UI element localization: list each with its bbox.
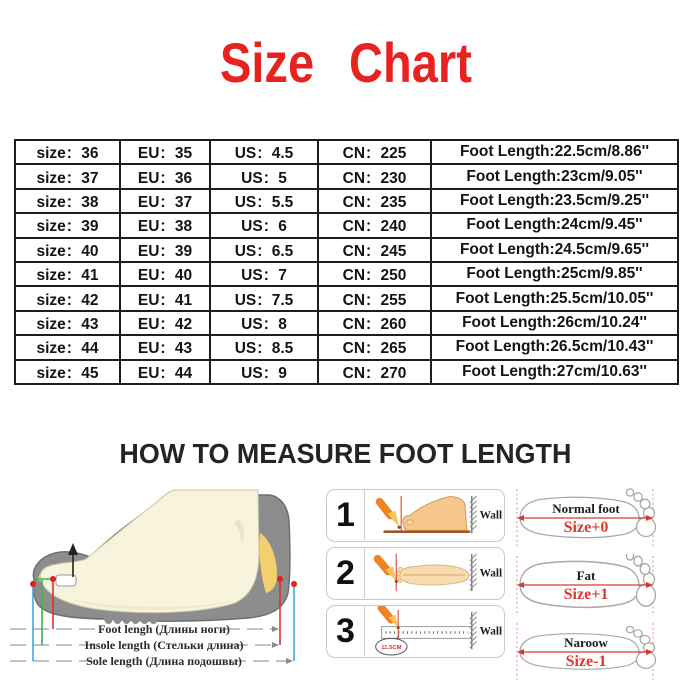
- table-cell: CN：265: [318, 335, 431, 359]
- toe-bump: [398, 579, 402, 583]
- table-cell: Foot Length:26cm/10.24'': [431, 311, 678, 335]
- table-cell: US：6: [210, 213, 318, 237]
- table-cell: Foot Length:23cm/9.05'': [431, 164, 678, 188]
- insole-length-label: Insole length (Стельки длина): [84, 638, 244, 652]
- page-title: Size Chart: [219, 31, 472, 94]
- ruler-badge-label: 11.5CM: [381, 645, 402, 652]
- table-cell: size：39: [15, 213, 120, 237]
- up-arrow-head: [68, 543, 78, 555]
- measure-dot: [291, 581, 297, 587]
- table-row: [15, 164, 678, 188]
- table-cell: EU：36: [120, 164, 210, 188]
- table-cell: US：8: [210, 311, 318, 335]
- measure-dot: [277, 576, 283, 582]
- step-2-diagram: [364, 548, 504, 598]
- table-row: [15, 335, 678, 359]
- table-cell: CN：270: [318, 360, 431, 384]
- foot-type-narrow: [506, 621, 691, 685]
- label-arrow: [286, 658, 293, 664]
- table-cell: US：6.5: [210, 238, 318, 262]
- table-cell: size：42: [15, 286, 120, 310]
- sole-length-label: Sole length (Длина подошвы): [86, 654, 242, 668]
- table-cell: size：36: [15, 140, 120, 164]
- measure-steps: [326, 489, 506, 663]
- step-3-box: [326, 605, 505, 658]
- wall-label: Wall: [479, 567, 503, 580]
- table-cell: US：4.5: [210, 140, 318, 164]
- foot-type-fat: [506, 554, 691, 618]
- table-cell: US：9: [210, 360, 318, 384]
- table-cell: Foot Length:22.5cm/8.86'': [431, 140, 678, 164]
- table-cell: CN：255: [318, 286, 431, 310]
- table-cell: US：8.5: [210, 335, 318, 359]
- table-cell: CN：245: [318, 238, 431, 262]
- table-cell: Foot Length:27cm/10.63'': [431, 360, 678, 384]
- table-cell: size：43: [15, 311, 120, 335]
- step-1-number: 1: [336, 496, 355, 534]
- wall-label: Wall: [479, 625, 503, 638]
- measure-dot: [30, 581, 36, 587]
- table-cell: EU：43: [120, 335, 210, 359]
- table-cell: Foot Length:24.5cm/9.65'': [431, 238, 678, 262]
- foot-type-size: Size-1: [565, 653, 607, 670]
- table-cell: Foot Length:25cm/9.85'': [431, 262, 678, 286]
- table-cell: Foot Length:25.5cm/10.05'': [431, 286, 678, 310]
- table-cell: size：37: [15, 164, 120, 188]
- table-cell: EU：37: [120, 189, 210, 213]
- table-cell: size：38: [15, 189, 120, 213]
- step-3-number: 3: [336, 612, 355, 650]
- foot-side-icon: [403, 497, 467, 531]
- shoe-measure-illustration: [0, 483, 322, 692]
- table-row: [15, 238, 678, 262]
- foot-type-guide: [506, 487, 691, 688]
- table-row: [15, 140, 678, 164]
- label-arrow: [272, 642, 279, 648]
- table-cell: CN：250: [318, 262, 431, 286]
- pencil-point: [395, 580, 398, 583]
- size-conversion-table: [14, 139, 679, 385]
- step-2-box: [326, 547, 505, 600]
- label-arrow: [272, 626, 279, 632]
- toe-detail: [407, 520, 414, 525]
- wall-hatch: [470, 496, 477, 532]
- table-cell: US：5.5: [210, 189, 318, 213]
- pencil-point: [398, 526, 401, 529]
- table-cell: EU：41: [120, 286, 210, 310]
- table-cell: size：41: [15, 262, 120, 286]
- table-cell: Foot Length:23.5cm/9.25'': [431, 189, 678, 213]
- table-cell: EU：35: [120, 140, 210, 164]
- table-row: [15, 213, 678, 237]
- table-row: [15, 262, 678, 286]
- step-1-diagram: [364, 490, 504, 540]
- step-2-number: 2: [336, 554, 355, 592]
- table-row: [15, 311, 678, 335]
- foot-type-name: Normal foot: [552, 501, 620, 516]
- step-1-box: [326, 489, 505, 542]
- table-cell: EU：42: [120, 311, 210, 335]
- foot-type-normal: [506, 487, 691, 551]
- measure-heading: HOW TO MEASURE FOOT LENGTH: [119, 438, 572, 469]
- table-cell: CN：235: [318, 189, 431, 213]
- table-cell: EU：38: [120, 213, 210, 237]
- table-row: [15, 360, 678, 384]
- table-cell: size：40: [15, 238, 120, 262]
- table-cell: EU：44: [120, 360, 210, 384]
- table-cell: CN：260: [318, 311, 431, 335]
- table-cell: size：44: [15, 335, 120, 359]
- foot-type-size: Size+0: [563, 519, 609, 536]
- table-cell: EU：39: [120, 238, 210, 262]
- table-cell: US：7.5: [210, 286, 318, 310]
- foot-type-size: Size+1: [563, 586, 609, 603]
- pencil-point: [397, 626, 400, 629]
- foot-type-name: Naroow: [564, 635, 608, 650]
- size-table-body: [15, 140, 678, 384]
- table-cell: Foot Length:24cm/9.45'': [431, 213, 678, 237]
- title-row: [0, 28, 691, 98]
- table-cell: Foot Length:26.5cm/10.43'': [431, 335, 678, 359]
- step-3-diagram: [364, 606, 504, 656]
- table-cell: US：5: [210, 164, 318, 188]
- table-cell: CN：240: [318, 213, 431, 237]
- table-cell: EU：40: [120, 262, 210, 286]
- wall-hatch: [470, 554, 477, 590]
- foot-length-label: Foot lengh (Длины ноги): [98, 622, 230, 636]
- measure-heading-row: [0, 438, 691, 470]
- table-cell: CN：225: [318, 140, 431, 164]
- table-row: [15, 286, 678, 310]
- measure-dot: [50, 576, 56, 582]
- foot-type-name: Fat: [576, 568, 596, 583]
- wall-label: Wall: [479, 509, 503, 522]
- table-row: [15, 189, 678, 213]
- table-cell: US：7: [210, 262, 318, 286]
- table-cell: size：45: [15, 360, 120, 384]
- table-cell: CN：230: [318, 164, 431, 188]
- ruler-icon: [382, 627, 472, 639]
